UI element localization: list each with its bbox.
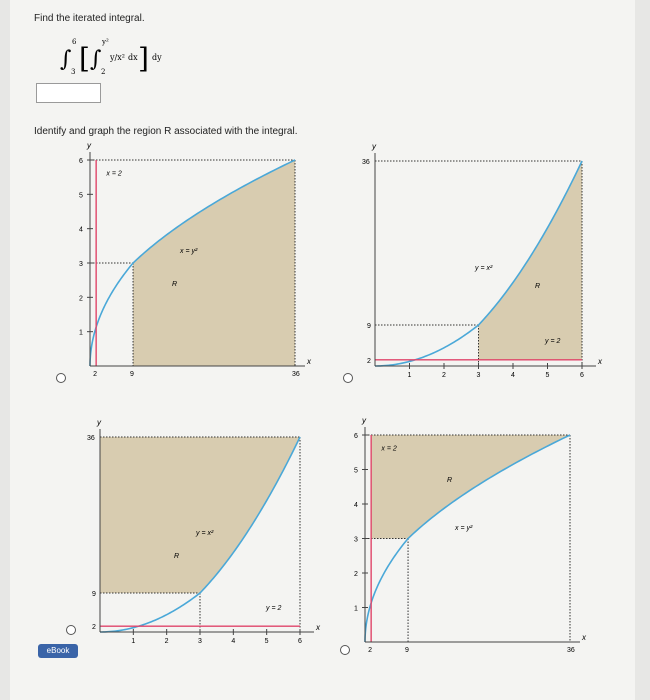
line-label: y = 2 <box>266 605 282 612</box>
shaded-region <box>133 160 295 366</box>
x-tick-label: 6 <box>298 638 302 645</box>
y-tick-label: 9 <box>367 323 371 330</box>
inner-lower-limit: 2 <box>101 68 106 76</box>
region-label: R <box>447 477 453 484</box>
inner-integral-sign: ∫ <box>90 47 102 72</box>
integral-expression <box>60 38 170 78</box>
y-tick-label: 5 <box>354 467 358 475</box>
identify-instruction: Identify and graph the region R associated with the integral. <box>34 126 298 137</box>
y-tick-label: 36 <box>362 159 370 166</box>
region-label: R <box>174 553 180 560</box>
instruction-text: Find the iterated integral. <box>34 13 145 24</box>
y-tick-label: 6 <box>354 433 358 440</box>
x-tick-label: 36 <box>292 371 300 378</box>
right-bracket: ] <box>138 42 149 75</box>
x-tick-label: 1 <box>407 372 412 379</box>
x-tick-label: 5 <box>545 372 550 379</box>
inner-differential: dx <box>128 53 138 62</box>
y-tick-label: 2 <box>79 295 83 303</box>
graph-d[interactable] <box>345 410 610 670</box>
x-tick-label: 3 <box>198 638 202 645</box>
y-tick-label: 2 <box>354 571 358 578</box>
x-tick-label: 3 <box>476 372 481 379</box>
inner-upper-limit: y² <box>102 38 109 46</box>
y-tick-label: 2 <box>92 624 96 632</box>
y-tick-label: 3 <box>79 261 83 268</box>
region-label: R <box>172 281 178 288</box>
x-tick-label: 2 <box>442 372 446 379</box>
ebook-button[interactable]: eBook <box>38 644 78 658</box>
answer-input[interactable] <box>36 83 101 103</box>
outer-differential: dy <box>152 53 162 62</box>
x-tick-label: 1 <box>131 638 136 645</box>
y-tick-label: 4 <box>354 502 358 509</box>
curve-label: y = x² <box>196 530 214 537</box>
y-axis-label: y <box>372 142 376 151</box>
curve-label: y = x² <box>475 265 493 272</box>
x-axis-label: x <box>582 633 586 642</box>
y-axis-label: y <box>362 416 366 425</box>
line-label: x = 2 <box>106 170 122 178</box>
y-tick-label: 2 <box>367 357 371 365</box>
curve-label: x = y² <box>180 248 198 255</box>
x-tick-label: 9 <box>130 371 134 378</box>
x-axis-label: x <box>598 357 602 366</box>
x-axis-label: x <box>307 357 311 366</box>
graph-a[interactable] <box>60 138 330 393</box>
x-tick-label: 36 <box>567 647 575 654</box>
outer-integral-sign: ∫ <box>60 47 72 72</box>
y-tick-label: 4 <box>79 226 83 234</box>
outer-upper-limit: 6 <box>72 38 77 46</box>
y-tick-label: 36 <box>87 435 95 442</box>
x-tick-label: 6 <box>580 372 584 379</box>
region-label: R <box>535 283 541 290</box>
y-tick-label: 1 <box>79 329 83 337</box>
y-tick-label: 5 <box>79 192 83 200</box>
y-tick-label: 6 <box>79 158 83 165</box>
y-axis-label: y <box>87 141 91 150</box>
iterated-integral <box>60 38 170 81</box>
x-tick-label: 2 <box>368 647 373 654</box>
curve-label: x = y² <box>455 525 473 532</box>
x-tick-label: 4 <box>231 638 236 645</box>
outer-lower-limit: 3 <box>71 68 76 76</box>
line-label: x = 2 <box>381 445 397 453</box>
x-tick-label: 9 <box>405 647 409 654</box>
integrand: y/x² <box>110 53 125 62</box>
graph-c[interactable] <box>70 410 330 655</box>
x-tick-label: 2 <box>93 371 98 378</box>
y-tick-label: 3 <box>354 536 358 544</box>
graph-b[interactable] <box>345 138 615 393</box>
y-axis-label: y <box>97 418 101 427</box>
x-tick-label: 2 <box>164 638 169 645</box>
shaded-region <box>100 437 300 593</box>
left-bracket: [ <box>79 42 90 75</box>
x-axis-label: x <box>316 623 320 632</box>
y-tick-label: 1 <box>354 605 358 613</box>
y-tick-label: 9 <box>92 591 96 598</box>
x-tick-label: 4 <box>511 372 515 379</box>
x-tick-label: 5 <box>264 638 269 645</box>
line-label: y = 2 <box>545 338 561 345</box>
